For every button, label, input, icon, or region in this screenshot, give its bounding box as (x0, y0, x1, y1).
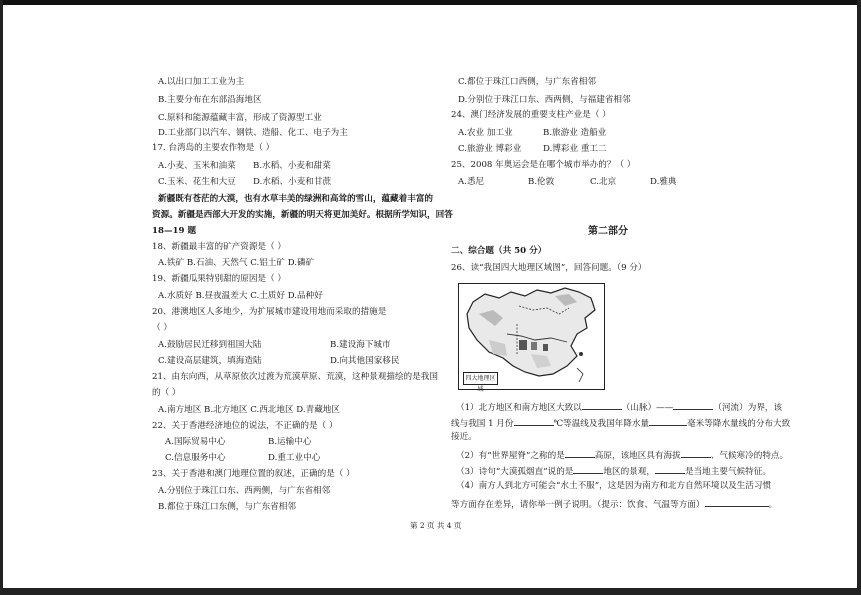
sub1-text-e: ℃等温线及我国年降水量 (553, 419, 650, 429)
q25-option-a: A.悉尼 (458, 177, 485, 187)
sub1-text-d: 线与我国 1 月份 (451, 419, 514, 429)
sub1-blank-river[interactable] (673, 400, 713, 410)
sub2-line (456, 448, 788, 462)
q23-stem: 23、关于香港和澳门地理位置的叙述，正确的是（ ） (152, 469, 355, 479)
q16-option-d: D.工业部门以汽车、钢铁、造船、化工、电子为主 (158, 128, 348, 138)
q16-option-c: C.原料和能源蕴藏丰富，形成了资源型工业 (158, 113, 322, 123)
q21-options: A.南方地区 B.北方地区 C.西北地区 D.青藏地区 (158, 405, 340, 415)
sub2-text-b: 高原，该地区具有海拔 (594, 451, 681, 461)
sub4-line-2 (451, 497, 777, 511)
q23-option-c: C.都位于珠江口西侧，与广东省相邻 (458, 77, 596, 87)
q17-option-d: D.水稻、小麦和甘蔗 (253, 177, 332, 187)
q24-option-d: D.博彩业 重工二 (543, 144, 607, 154)
sub3-text-c: 是当地主要气候特征。 (684, 467, 771, 477)
q17-option-b: B.水稻、小麦和甜菜 (253, 161, 331, 171)
sub2-blank-plateau[interactable] (565, 448, 595, 458)
sub1-blank-mountain[interactable] (582, 400, 622, 410)
passage-line-2: 资源。新疆是西部大开发的实施，新疆的明天将更加美好。根据所学知识，回答 (152, 210, 453, 220)
q23-option-d: D.分别位于珠江口东、西两侧，与福建省相邻 (458, 95, 631, 105)
q25-option-d: D.雅典 (650, 177, 677, 187)
q22-option-d: D.重工业中心 (268, 453, 321, 463)
sub2-blank-altitude[interactable] (681, 448, 711, 458)
q23-option-a: A.分别位于珠江口东、西两侧，与广东省相邻 (158, 486, 331, 496)
sub1-text-b: （山脉）—— (621, 403, 674, 413)
q18-stem: 18、新疆最丰富的矿产资源是（ ） (152, 242, 286, 252)
q22-option-c: C.信息服务中心 (165, 453, 226, 463)
sub1-text-g: 接近。 (451, 432, 477, 442)
q18-options: A.铁矿 B.石油、天然气 C.铝土矿 D.磷矿 (158, 258, 315, 268)
q25-option-b: B.伦敦 (528, 177, 555, 187)
q24-option-a: A.农业 加工业 (458, 128, 513, 138)
q20-option-c: C.建设高层建筑，填海造陆 (158, 356, 262, 366)
sub3-blank-climate[interactable] (655, 464, 685, 474)
q16-option-b: B.主要分布在东部沿海地区 (158, 95, 262, 105)
sub1-line-2 (451, 416, 790, 430)
sub1-text-f: 毫米等降水量线的分布大致 (687, 419, 791, 429)
sub1-text-a: （1）北方地区和南方地区大致以 (456, 403, 582, 413)
scan-right-edge (857, 0, 861, 595)
q24-option-b: B.旅游业 造船业 (543, 128, 607, 138)
q21-stem-2: 的（ ） (152, 388, 181, 398)
scan-bottom-edge (0, 588, 861, 595)
q20-option-b: B.建设海下城市 (330, 340, 391, 350)
q20-paren: （ ） (152, 323, 172, 333)
q17-stem: 17. 台湾岛的主要农作物是（ ） (152, 143, 275, 153)
sub4-blank-example[interactable] (705, 497, 769, 507)
q16-option-a: A.以出口加工工业为主 (158, 77, 245, 87)
sub4-end: 。 (768, 500, 778, 510)
q24-option-c: C.旅游业 博彩业 (458, 144, 522, 154)
page-footer: 第 2 页 共 4 页 (410, 521, 462, 530)
q26-stem: 26、读“我国四大地理区域图”，回答问题。（9 分） (451, 263, 647, 273)
q20-option-d: D.向其他国家移民 (330, 356, 400, 366)
sub2-text-c: 、气候寒冷的特点。 (710, 451, 789, 461)
q21-stem-1: 21、由东向西，从草原依次过渡为荒漠草原、荒漠，这种景观描绘的是我国 (152, 372, 438, 382)
sub3-text-b: 地区的景观， (603, 467, 655, 477)
q17-option-a: A.小麦、玉米和油菜 (158, 161, 236, 171)
q25-option-c: C.北京 (590, 177, 617, 187)
q22-option-b: B.运输中心 (268, 437, 312, 447)
part-two-title: 第二部分 (588, 226, 628, 237)
scan-top-edge (0, 0, 861, 5)
q20-stem: 20、港澳地区人多地少，为扩展城市建设用地而采取的措施是 (152, 307, 387, 317)
q25-stem: 25、2008 年奥运会是在哪个城市举办的？（ ） (451, 160, 636, 170)
map-legend-box: 四大地理区域 (463, 372, 498, 385)
q17-option-c: C.玉米、花生和大豆 (158, 177, 236, 187)
q23-option-b: B.都位于珠江口东侧，与广东省相邻 (158, 502, 296, 512)
sub3-line (456, 464, 771, 478)
passage-line-3: 18—19 题 (152, 226, 197, 236)
q22-stem: 22、关于香港经济地位的说法，不正确的是（ ） (152, 421, 338, 431)
sub3-text-a: （3）诗句“大漠孤烟直”说的是 (456, 467, 574, 477)
sub1-blank-isotherm[interactable] (514, 416, 554, 426)
q19-stem: 19、新疆瓜果特别甜的原因是（ ） (152, 274, 286, 284)
sub4-text-b: 等方面存在差异，请你举一例子说明。（提示：饮食、气温等方面） (451, 500, 705, 510)
q22-option-a: A.国际贸易中心 (165, 437, 226, 447)
q24-stem: 24、澳门经济发展的重要支柱产业是（ ） (451, 110, 611, 120)
passage-line-1: 新疆既有苍茫的大漠，也有水草丰美的绿洲和高耸的雪山，蕴藏着丰富的 (158, 194, 434, 204)
sub4-line-1: （4）南方人到北方可能会“水土不服”，这是因为南方和北方自然环境以及生活习惯 (456, 481, 772, 491)
sub1-text-c: （河流）为界，该 (713, 403, 783, 413)
sub1-blank-precip[interactable] (649, 416, 687, 426)
scan-left-edge (0, 0, 3, 595)
section-title: 二、综合题（共 50 分） (451, 246, 547, 256)
sub2-text-a: （2）有“世界屋脊”之称的是 (456, 451, 565, 461)
sub3-blank-region[interactable] (573, 464, 603, 474)
sub1-line-1 (456, 400, 782, 414)
q20-option-a: A.鼓励居民迁移到祖国大陆 (158, 340, 262, 350)
q19-options: A.水质好 B.昼夜温差大 C.土质好 D.品种好 (158, 291, 323, 301)
